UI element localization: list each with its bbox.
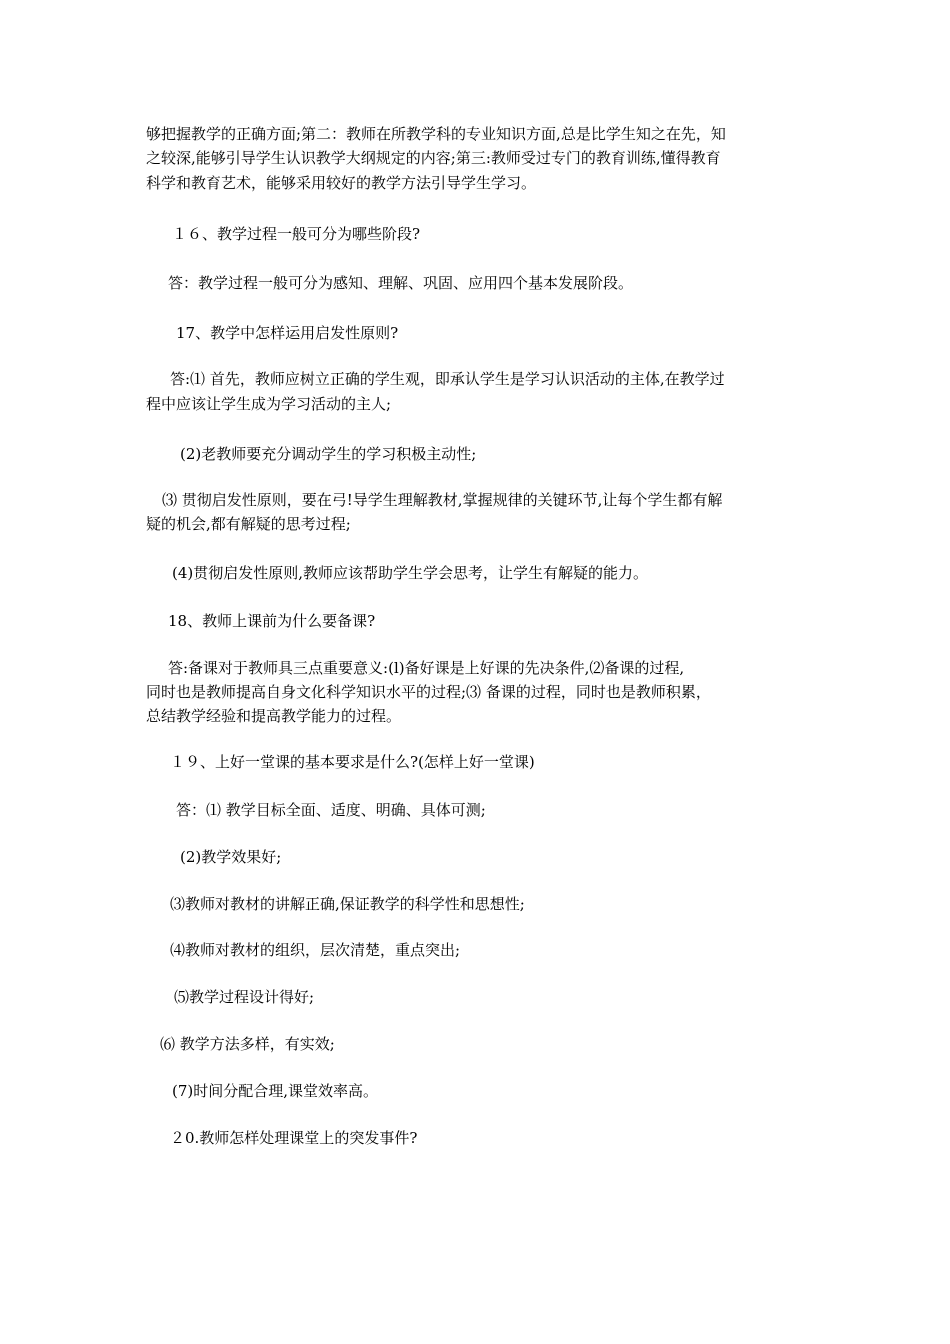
answer-line: 答:⑴ 首先，教师应树立正确的学生观，即承认学生是学习认识活动的主体,在教学过 — [170, 370, 725, 388]
list-item: (2)老教师要充分调动学生的学习积极主动性; — [180, 445, 477, 463]
paragraph-line: 之较深,能够引导学生认识教学大纲规定的内容;第三:教师受过专门的教育训练,懂得教育 — [146, 149, 721, 167]
list-item: 疑的机会,都有解疑的思考过程; — [146, 515, 351, 533]
list-item: (2)教学效果好; — [180, 848, 282, 866]
list-item: ⑶教师对教材的讲解正确,保证教学的科学性和思想性; — [170, 895, 525, 913]
list-item: ⑹ 教学方法多样，有实效; — [160, 1035, 335, 1053]
question-heading: 17、教学中怎样运用启发性原则? — [176, 324, 399, 342]
question-heading: １６、教学过程一般可分为哪些阶段? — [172, 225, 421, 243]
list-item: ⑶ 贯彻启发性原则，要在弓!导学生理解教材,掌握规律的关键环节,让每个学生都有解 — [162, 491, 723, 509]
list-item: ⑷教师对教材的组织，层次清楚，重点突出; — [170, 941, 461, 959]
answer-line: 答：教学过程一般可分为感知、理解、巩固、应用四个基本发展阶段。 — [168, 274, 634, 292]
answer-line: 答:备课对于教师具三点重要意义:(l)备好课是上好课的先决条件,⑵备课的过程, — [168, 659, 685, 677]
paragraph-line: 够把握教学的正确方面;第二：教师在所教学科的专业知识方面,总是比学生知之在先，知 — [146, 125, 726, 143]
list-item: ⑸教学过程设计得好; — [174, 988, 315, 1006]
question-heading: ２0.教师怎样处理课堂上的突发事件? — [170, 1129, 418, 1147]
list-item: (7)时间分配合理,课堂效率高。 — [172, 1082, 379, 1100]
answer-line: 同时也是教师提高自身文化科学知识水平的过程;⑶ 备课的过程，同时也是教师积累， — [146, 683, 711, 701]
paragraph-line: 科学和教育艺术，能够采用较好的教学方法引导学生学习。 — [146, 174, 537, 192]
question-heading: １９、上好一堂课的基本要求是什么?(怎样上好一堂课) — [170, 753, 535, 771]
answer-line: 总结教学经验和提高教学能力的过程。 — [146, 707, 402, 725]
answer-line: 答：⑴ 教学目标全面、适度、明确、具体可测; — [176, 801, 486, 819]
question-heading: 18、教师上课前为什么要备课? — [168, 612, 376, 630]
answer-line: 程中应该让学生成为学习活动的主人; — [146, 395, 392, 413]
list-item: (4)贯彻启发性原则,教师应该帮助学生学会思考，让学生有解疑的能力。 — [172, 564, 649, 582]
